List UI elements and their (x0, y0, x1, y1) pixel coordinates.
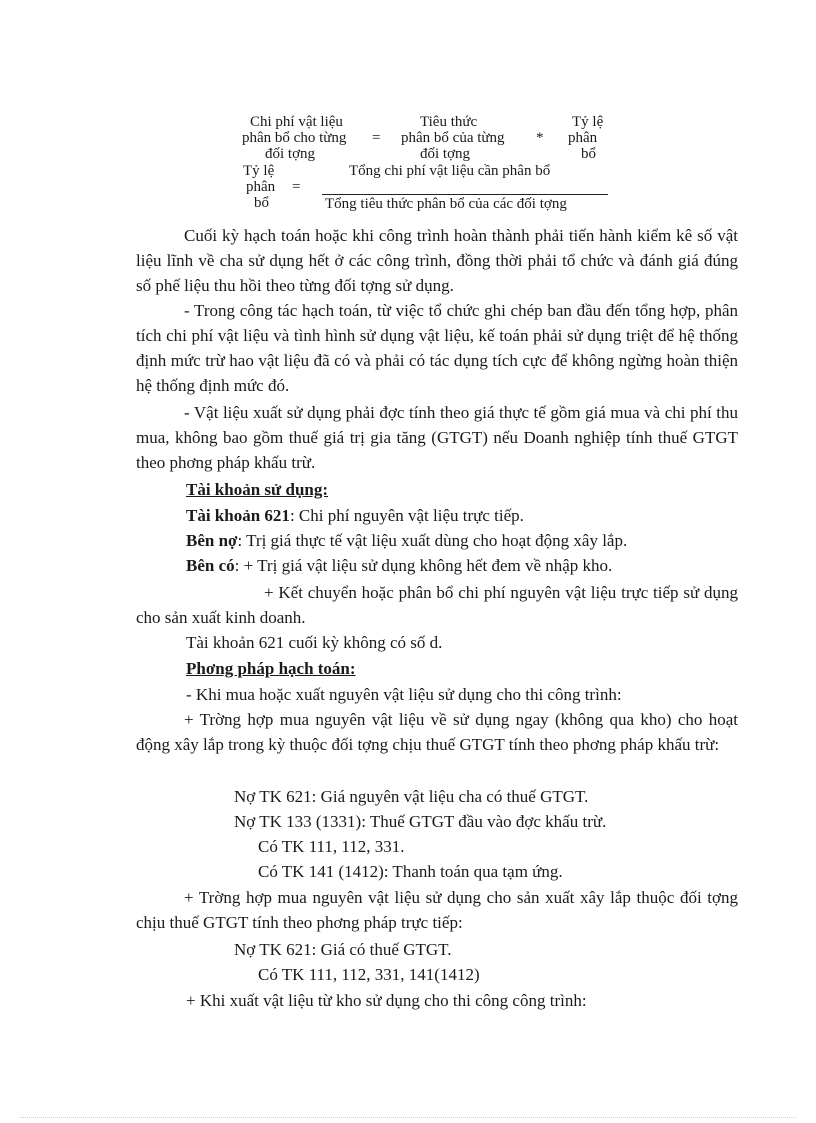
formula2-equals: = (292, 179, 301, 195)
formula2-lhs-line2: phân (246, 179, 276, 195)
account-heading: Tài khoản sử dụng: (186, 480, 329, 499)
formula1-lhs-line2: phân bổ cho từng (242, 130, 347, 146)
account-621-label: Tài khoản 621 (186, 506, 290, 525)
page-bottom-border (20, 1117, 796, 1118)
entry-2: Nợ TK 133 (1331): Thuế GTGT đầu vào đợc khấu trừ. (234, 812, 607, 831)
formula1-rhs-line1: Tỷ lệ (572, 114, 604, 130)
method-case1: + Trờng hợp mua nguyên vật liệu về sử dụng ngay (không qua kho) cho hoạt động xây lắp trong kỳ thuộc đối tợng chịu thuế GTGT tính theo phơng pháp khấu trừ: (136, 710, 738, 754)
credit-text: : + Trị giá vật liệu sử dụng không hết đem về nhập kho. (234, 556, 613, 575)
paragraph-p3: - Vật liệu xuất sử dụng phải đợc tính theo giá thực tế gồm giá mua và chi phí thu mua, không bao gồm thuế giá trị gia tăng (GTGT) nếu Doanh nghiệp tính thuế GTGT theo phơng pháp khấu trừ. (136, 403, 738, 472)
method-heading: Phơng pháp hạch toán: (186, 659, 356, 678)
entry-1: Nợ TK 621: Giá nguyên vật liệu cha có thuế GTGT. (234, 787, 589, 806)
entry-6: Có TK 111, 112, 331, 141(1412) (258, 965, 480, 984)
debit-text: : Trị giá thực tế vật liệu xuất dùng cho hoạt động xây lắp. (237, 531, 628, 550)
account-621-text: : Chi phí nguyên vật liệu trực tiếp. (289, 506, 524, 525)
account-balance: Tài khoản 621 cuối kỳ không có số d. (186, 633, 443, 652)
entry-5: Nợ TK 621: Giá có thuế GTGT. (234, 940, 452, 959)
paragraph-p2: - Trong công tác hạch toán, từ việc tổ chức ghi chép ban đầu đến tổng hợp, phân tích chi phí vật liệu và tình hình sử dụng vật liệu, kế toán phải sử dụng triệt để hệ thống định mức trừ hao vật liệu đã có và phải có tác dụng tích cực để không ngừng hoàn thiện hệ thống định mức đó. (136, 301, 738, 395)
method-case3: + Khi xuất vật liệu từ kho sử dụng cho thi công công trình: (186, 991, 587, 1010)
fraction-bar (322, 194, 608, 195)
formula1-mid-line3: đối tợng (420, 146, 471, 162)
formula1-rhs-line2: phân (568, 130, 598, 146)
method-case2: + Trờng hợp mua nguyên vật liệu sử dụng cho sản xuất xây lắp thuộc đối tợng chịu thuế GTGT tính theo phơng pháp trực tiếp: (136, 888, 738, 932)
entry-4: Có TK 141 (1412): Thanh toán qua tạm ứng. (258, 862, 563, 881)
formula1-lhs-line3: đối tợng (265, 146, 316, 162)
formula2-denominator: Tổng tiêu thức phân bổ của các đối tợng (325, 196, 567, 212)
formula2-lhs-line3: bổ (254, 195, 269, 211)
entry-3: Có TK 111, 112, 331. (258, 837, 405, 856)
debit-line (186, 528, 627, 553)
formula1-rhs-line3: bổ (581, 146, 596, 162)
credit-line (186, 553, 612, 578)
formula1-mid-line1: Tiêu thức (420, 114, 478, 130)
formula2-numerator: Tổng chi phí vật liệu cần phân bổ (349, 163, 551, 179)
method-intro: - Khi mua hoặc xuất nguyên vật liệu sử dụng cho thi công trình: (186, 685, 622, 704)
formula1-equals: = (372, 130, 381, 146)
formula2-lhs-line1: Tỷ lệ (243, 163, 275, 179)
formula1-times: * (536, 130, 544, 146)
credit-line-2: + Kết chuyển hoặc phân bổ chi phí nguyên vật liệu trực tiếp sử dụng cho sản xuất kinh doanh. (136, 583, 738, 627)
account-621-line (186, 503, 524, 528)
credit-label: Bên có (186, 556, 235, 575)
formula1-mid-line2: phân bổ của từng (401, 130, 505, 146)
paragraph-p1: Cuối kỳ hạch toán hoặc khi công trình hoàn thành phải tiến hành kiểm kê số vật liệu lĩnh về cha sử dụng hết ở các công trình, đồng thời phải tổ chức và đánh giá đúng số phế liệu thu hồi theo từng đối tợng sử dụng. (136, 226, 738, 295)
formula1-lhs-line1: Chi phí vật liệu (250, 114, 343, 130)
debit-label: Bên nợ (186, 531, 238, 550)
